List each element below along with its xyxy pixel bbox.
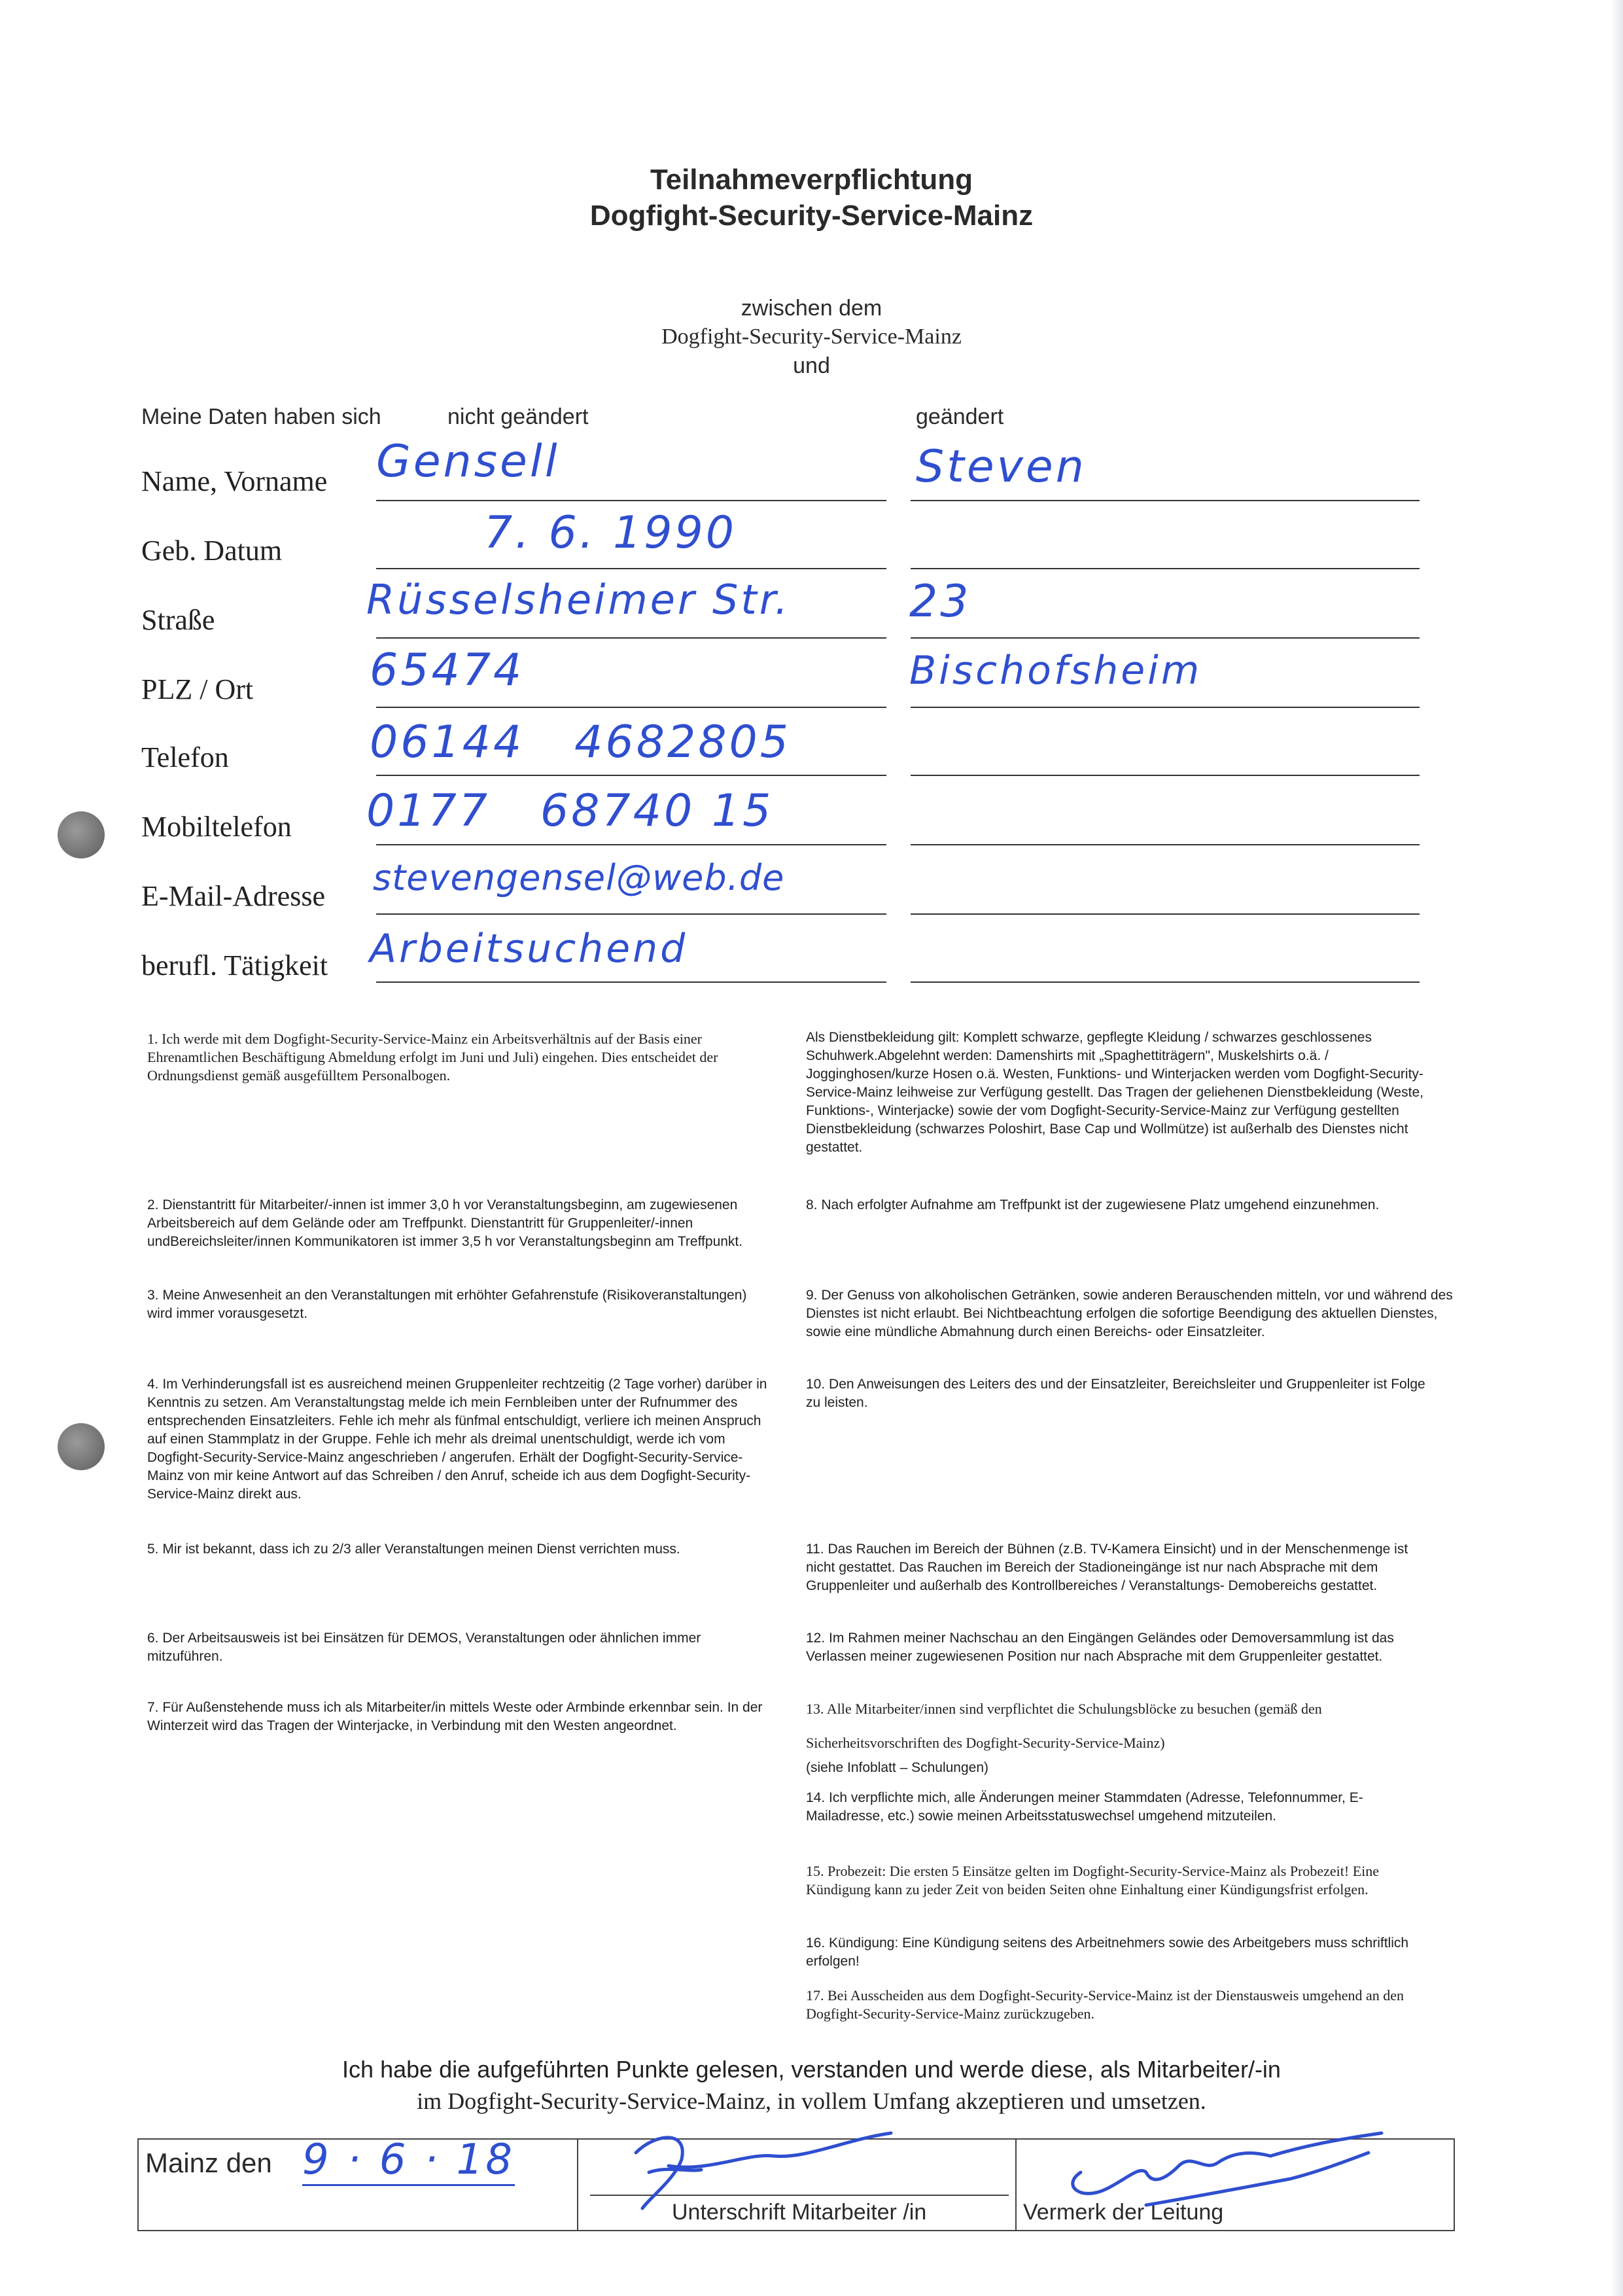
field-line	[376, 981, 886, 983]
document-subtitle: Dogfight-Security-Service-Mainz	[589, 200, 1034, 232]
punch-hole	[58, 811, 105, 858]
field-line	[911, 637, 1420, 639]
field-label: Geb. Datum	[141, 535, 283, 567]
intro-and: und	[793, 353, 830, 378]
handwritten-date[interactable]: 9 · 6 · 18	[302, 2136, 515, 2186]
clause-16: 16. Kündigung: Eine Kündigung seitens des Arbeitnehmers sowie des Arbeitgebers muss schriftlich erfolgen!	[806, 1935, 1409, 1969]
intro-org: Dogfight-Security-Service-Mainz	[661, 325, 962, 349]
clause-2: 2. Dienstantritt für Mitarbeiter/-innen ist immer 3,0 h vor Veranstaltungsbeginn, am zugewiesenen Arbeitsbereich auf dem Gelände oder am Treffpunkt. Dienstantritt für Gruppenleiter/-innen undBereichsleiter/innen Kommunikatoren ist immer 3,5 h vor Veranstaltungsbeginn am Treffpunkt.	[147, 1197, 743, 1249]
field-label: PLZ / Ort	[141, 673, 254, 705]
field-line	[911, 844, 1420, 845]
field-line	[376, 913, 886, 915]
clause-3: 3. Meine Anwesenheit an den Veranstaltungen mit erhöhter Gefahrenstufe (Risikoveranstaltungen) wird immer vorausgesetzt.	[147, 1288, 747, 1321]
clause-4: 4. Im Verhinderungsfall ist es ausreichend meinen Gruppenleiter rechtzeitig (2 Tage vorher) darüber in Kenntnis zu setzen. Am Veranstaltungstag melde ich mein Fernbleiben unter der Rufnummer des entsprechenden Einsatzleiters. Fehle ich mehr als fünfmal entschuldigt, verliere ich meinen Anspruch auf einen Stammplatz in der Gruppe. Fehle ich mehr als dreimal unentschuldigt, werde ich vom Dogfight-Security-Service-Mainz angeschrieben / angerufen. Erhält der Dogfight-Security-Service-Mainz von mir keine Antwort auf das Schreiben / den Anruf, scheide ich aus dem Dogfight-Security-Service-Mainz direkt aus.	[147, 1377, 767, 1502]
clause-13: 13. Alle Mitarbeiter/innen sind verpflichtet die Schulungsblöcke zu besuchen (gemäß den	[806, 1701, 1322, 1717]
clause-dress-code: Als Dienstbekleidung gilt: Komplett schwarze, gepflegte Kleidung / schwarzes geschlossenes Schuhwerk.Abgelehnt werden: Damenshirts mit „Spaghettiträgern", Muskelshirts o.ä. / Jogginghosen/kurze Hosen o.ä. Westen, Funktions- und Winterjacken werden vom Dogfight-Security-Service-Mainz leihweise zur Verfügung gestellt. Das Tragen der geliehenen Dienstbekleidung (Weste, Funktions-, Winterjacke) sowie der vom Dogfight-Security-Service-Mainz zur Verfügung gestellten Dienstbekleidung (schwarzes Poloshirt, Base Cap und Wollmütze) ist außerhalb des Dienstes nicht gestattet.	[806, 1030, 1423, 1155]
handwritten-value[interactable]: 65474	[370, 645, 525, 696]
clause-13-note: (siehe Infoblatt – Schulungen)	[806, 1760, 989, 1775]
document-title: Teilnahmeverpflichtung	[650, 164, 973, 196]
field-line	[376, 500, 886, 501]
field-label: E-Mail-Adresse	[141, 880, 326, 912]
clause-8: 8. Nach erfolgter Aufnahme am Treffpunkt ist der zugewiesene Platz umgehend einzunehmen.	[806, 1197, 1380, 1212]
data-status-question: Meine Daten haben sich	[141, 404, 381, 429]
field-line	[911, 981, 1420, 983]
employee-signature-label: Unterschrift Mitarbeiter /in	[672, 2200, 927, 2225]
closing-line-1: Ich habe die aufgeführten Punkte gelesen, verstanden und werde diese, als Mitarbeiter/-in	[342, 2056, 1281, 2083]
handwritten-value[interactable]: Rüsselsheimer Str.	[366, 576, 791, 624]
field-line	[376, 707, 886, 708]
clause-12: 12. Im Rahmen meiner Nachschau an den Eingängen Geländes oder Demoversammlung ist das Verlassen meiner zugewiesenen Position nur nach Absprache mit dem Gruppenleiter gestattet.	[806, 1631, 1394, 1664]
clause-14: 14. Ich verpflichte mich, alle Änderungen meiner Stammdaten (Adresse, Telefonnummer, E-Mailadresse, etc.) sowie meinen Arbeitsstatuswechsel umgehend mitzuteilen.	[806, 1790, 1363, 1824]
field-line	[911, 568, 1420, 569]
field-label: Telefon	[141, 741, 229, 773]
handwritten-value[interactable]: 06144 4682805	[370, 716, 792, 768]
field-line	[376, 568, 886, 569]
management-signature[interactable]	[1041, 2127, 1408, 2225]
clause-13-cont: Sicherheitsvorschriften des Dogfight-Security-Service-Mainz)	[806, 1735, 1165, 1751]
field-line	[911, 707, 1420, 708]
handwritten-value[interactable]: Bischofsheim	[909, 648, 1202, 694]
clause-5: 5. Mir ist bekannt, dass ich zu 2/3 aller Veranstaltungen meinen Dienst verrichten muss.	[147, 1542, 680, 1557]
field-label: berufl. Tätigkeit	[141, 949, 328, 981]
clause-10: 10. Den Anweisungen des Leiters des und der Einsatzleiter, Bereichsleiter und Gruppenleiter ist Folge zu leisten.	[806, 1377, 1425, 1410]
handwritten-value[interactable]: stevengensel@web.de	[373, 857, 785, 898]
field-label: Mobiltelefon	[141, 811, 292, 843]
clause-11: 11. Das Rauchen im Bereich der Bühnen (z.B. TV-Kamera Einsicht) und in der Menschenmenge ist nicht gestattet. Das Rauchen im Bereich der Stadioneingänge ist nur nach Absprache mit dem Gruppenleiter und außerhalb des Kontrollbereiches / Veranstaltungs- Demobereichs gestattet.	[806, 1542, 1408, 1593]
management-note-label: Vermerk der Leitung	[1023, 2200, 1224, 2225]
handwritten-value[interactable]: 7. 6. 1990	[484, 507, 737, 559]
option-not-changed[interactable]: nicht geändert	[447, 404, 589, 429]
field-line	[376, 844, 886, 845]
place-date-label: Mainz den	[145, 2147, 272, 2178]
signature-box	[137, 2138, 1455, 2231]
handwritten-value[interactable]: Gensell	[376, 436, 560, 487]
clause-7: 7. Für Außenstehende muss ich als Mitarbeiter/in mittels Weste oder Armbinde erkennbar sein. In der Winterzeit wird das Tragen der Winterjacke, in Verbindung mit den Westen angeordnet.	[147, 1700, 763, 1733]
field-label: Name, Vorname	[141, 465, 328, 497]
intro-between: zwischen dem	[741, 296, 882, 321]
closing-line-2: im Dogfight-Security-Service-Mainz, in vollem Umfang akzeptieren und umsetzen.	[417, 2088, 1206, 2114]
clause-9: 9. Der Genuss von alkoholischen Getränken, sowie anderen Berauschenden mitteln, vor und während des Dienstes ist nicht erlaubt. Bei Nichtbeachtung erfolgen die sofortige Beendigung des aktuellen Dienstes, sowie eine mündliche Abmahnung durch einen Bereichs- oder Einsatzleiter.	[806, 1288, 1453, 1339]
field-label: Straße	[141, 604, 215, 636]
field-line	[376, 637, 886, 639]
field-line	[911, 913, 1420, 915]
clause-6: 6. Der Arbeitsausweis ist bei Einsätzen für DEMOS, Veranstaltungen oder ähnlichen immer mitzuführen.	[147, 1631, 701, 1664]
option-changed[interactable]: geändert	[916, 404, 1004, 429]
handwritten-value[interactable]: Arbeitsuchend	[370, 926, 688, 972]
handwritten-value[interactable]: 0177 68740 15	[366, 785, 774, 837]
divider	[1015, 2140, 1017, 2230]
clause-1: 1. Ich werde mit dem Dogfight-Security-Service-Mainz ein Arbeitsverhältnis auf der Basis einer Ehrenamtlichen Beschäftigung Abmeldung erfolgt im Juni und Juli) eingehen. Dies entscheidet der Ordnungsdienst gemäß ausgefülltem Personalbogen.	[147, 1031, 718, 1084]
punch-hole	[58, 1423, 105, 1470]
handwritten-value[interactable]: 23	[909, 576, 971, 627]
clause-17: 17. Bei Ausscheiden aus dem Dogfight-Security-Service-Mainz ist der Dienstausweis umgehend an den Dogfight-Security-Service-Mainz zurückzugeben.	[806, 1987, 1404, 2022]
employee-signature[interactable]	[610, 2127, 976, 2212]
field-line	[376, 775, 886, 776]
field-line	[911, 775, 1420, 776]
divider	[577, 2140, 578, 2230]
field-line	[911, 500, 1420, 501]
clause-15: 15. Probezeit: Die ersten 5 Einsätze gelten im Dogfight-Security-Service-Mainz als Probezeit! Eine Kündigung kann zu jeder Zeit von beiden Seiten ohne Einhaltung einer Kündigungsfrist erfolgen.	[806, 1863, 1380, 1898]
handwritten-value[interactable]: Steven	[916, 441, 1087, 493]
